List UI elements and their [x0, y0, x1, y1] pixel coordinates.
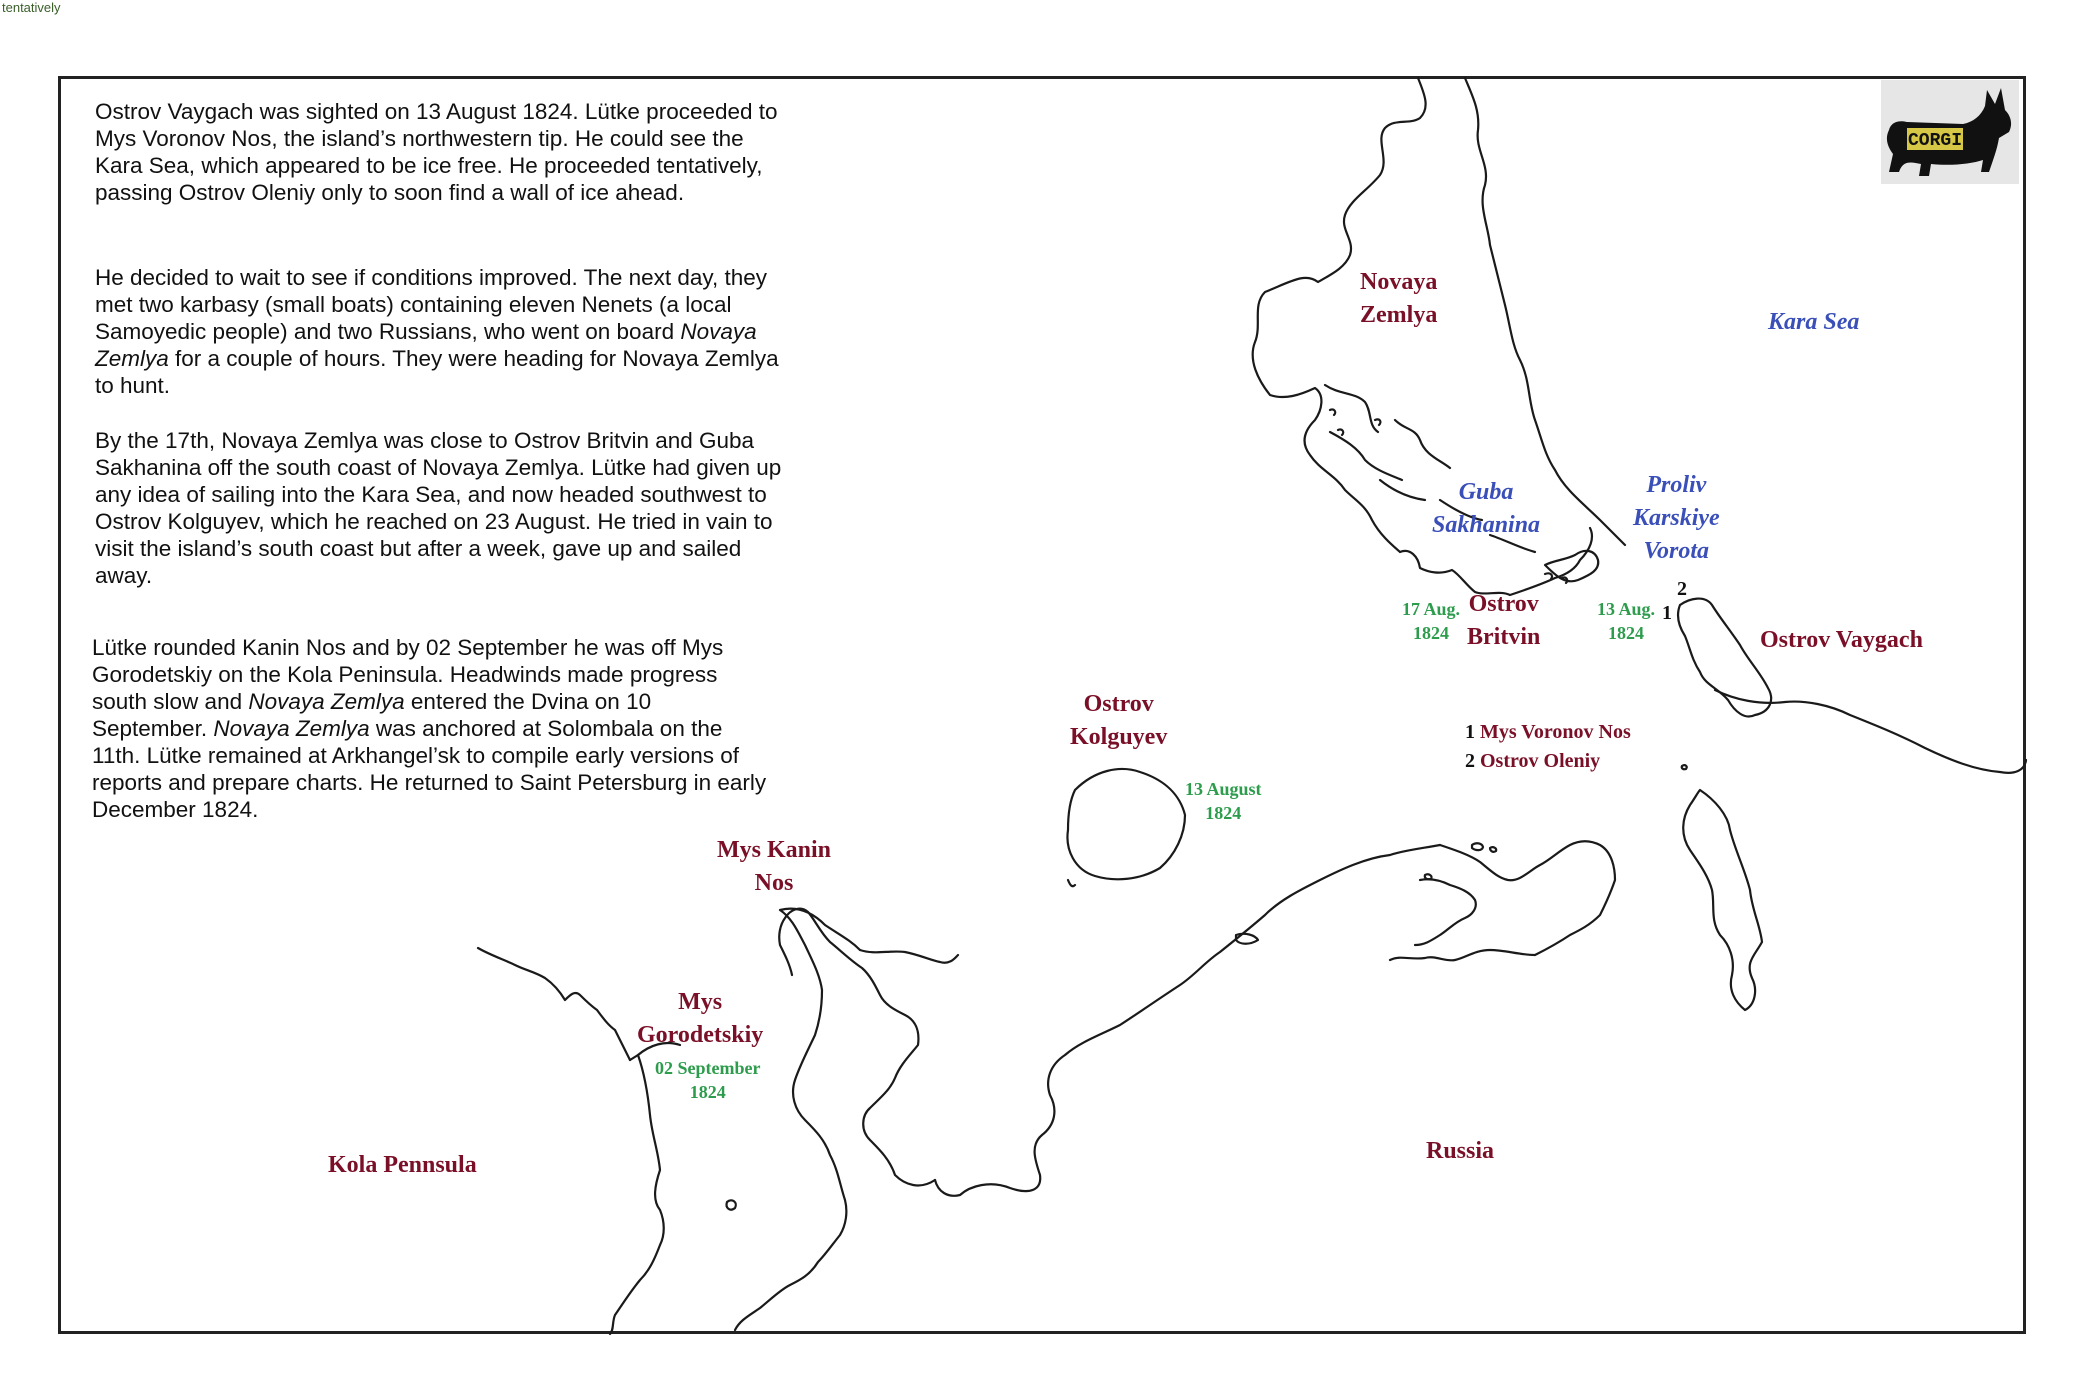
label-novaya-zemlya	[1360, 266, 1437, 332]
mainland-north-coast	[935, 845, 1440, 1196]
narrative-paragraph-3: By the 17th, Novaya Zemlya was close to Ostrov Britvin and Guba Sakhanina off the south coast of Novaya Zemlya. Lütke had given up any idea of sailing into the Kara Sea, and now headed southwest to Ostrov Kolguyev, which he reached on 23 August. He tried in vain to visit the island’s south coast but after a week, gave up and sailed away.	[95, 428, 782, 588]
ship-name: Novaya Zemlya	[95, 319, 757, 371]
kanin-coast	[779, 909, 935, 1186]
map-key	[1465, 718, 1631, 776]
ship-name: Novaya Zemlya	[248, 689, 405, 714]
label-line: Proliv	[1646, 472, 1707, 498]
marker-2: 2	[1677, 578, 1687, 600]
label-line: Mys	[678, 989, 723, 1015]
corgi-dog-icon	[1881, 80, 2019, 184]
small-island-4	[727, 1200, 736, 1209]
narrative-block-1	[95, 98, 795, 206]
yugorsky-coast	[1715, 690, 2026, 773]
date-line: 1824	[1608, 623, 1645, 643]
page-note: tentatively	[2, 0, 61, 15]
narrative-block-2	[95, 264, 795, 399]
label-line: Zemlya	[1360, 302, 1438, 328]
small-island-2	[1490, 847, 1496, 852]
narrative-block-3	[95, 427, 795, 589]
label-guba-sakhanina	[1432, 476, 1540, 542]
date-line: 1824	[1413, 623, 1450, 643]
narrative-paragraph-2	[95, 264, 795, 399]
key-item-2	[1465, 747, 1631, 776]
label-line: Ostrov	[1468, 591, 1539, 617]
label-line: Mys Kanin	[717, 837, 832, 863]
key-item-1	[1465, 718, 1631, 747]
small-island-6	[1682, 765, 1687, 769]
label-ostrov-vaygach: Ostrov Vaygach	[1760, 627, 1923, 653]
khaypudyr-coast	[1683, 790, 1762, 1010]
label-line: Vorota	[1643, 538, 1710, 564]
narrative-text: entered the Dvina on 10 September.	[92, 689, 652, 741]
label-proliv-karskiye-vorota	[1633, 469, 1720, 568]
narrative-block-4	[92, 634, 772, 823]
key-label: Ostrov Oleniy	[1480, 750, 1601, 772]
label-mys-gorodetskiy	[637, 986, 763, 1052]
narrative-text: for a couple of hours. They were heading for Novaya Zemlya to hunt.	[95, 346, 779, 398]
corgi-logo	[1881, 80, 2019, 184]
label-ostrov-britvin	[1467, 588, 1540, 654]
vaygach-coast	[1678, 599, 1771, 717]
label-kara-sea: Kara Sea	[1768, 309, 1860, 335]
label-line: Sakhanina	[1432, 512, 1541, 538]
date-vaygach	[1597, 597, 1655, 645]
narrative-text: Lütke rounded Kanin Nos and by 02 September he was off Mys Gorodetskiy on the Kola Peninsula. Headwinds made progress south slow and	[92, 635, 724, 714]
date-line: 1824	[689, 1082, 726, 1102]
ship-name: Novaya Zemlya	[213, 716, 370, 741]
label-line: Gorodetskiy	[637, 1022, 764, 1048]
date-kolguyev	[1185, 777, 1262, 825]
pechora-delta	[1415, 879, 1476, 945]
kola-coast	[478, 948, 630, 1060]
narrative-text: He decided to wait to see if conditions improved. The next day, they met two karbasy (small boats) containing eleven Nenets (a local Samoyedic people) and two Russians, who went on board	[95, 265, 768, 344]
narrative-paragraph-4	[92, 634, 772, 823]
marker-1: 1	[1662, 602, 1672, 624]
novaya-zemlya-west-coast	[1253, 78, 1592, 595]
kanin-east	[860, 950, 958, 963]
label-line: Ostrov	[1083, 691, 1154, 717]
key-label: Mys Voronov Nos	[1480, 721, 1631, 743]
date-line: 13 August	[1185, 779, 1262, 799]
label-mys-kanin-nos	[717, 834, 831, 900]
label-ostrov-kolguyev	[1070, 688, 1167, 754]
novaya-zemlya-east-coast	[1465, 78, 1625, 545]
date-line: 13 Aug.	[1597, 599, 1656, 619]
date-britvin	[1402, 597, 1460, 645]
date-line: 02 September	[655, 1058, 761, 1078]
key-number: 2	[1465, 750, 1475, 772]
logo-text: CORGI	[1907, 131, 1963, 151]
label-line: Guba	[1458, 479, 1514, 505]
label-line: Karskiye	[1633, 505, 1720, 531]
label-kola-peninsula: Kola Pennsula	[328, 1152, 477, 1178]
narrative-text: was anchored at Solombala on the 11th. Lütke remained at Arkhangel’sk to compile early versions of reports and prepare charts. He returned to Saint Petersburg in early December 1824.	[92, 716, 767, 822]
date-gorodetskiy	[655, 1056, 760, 1104]
label-russia: Russia	[1426, 1138, 1495, 1164]
small-island-1	[1472, 843, 1483, 850]
label-line: Kolguyev	[1070, 724, 1168, 750]
kanin-peninsula	[735, 909, 860, 1330]
key-number: 1	[1465, 721, 1475, 743]
narrative-paragraph-1: Ostrov Vaygach was sighted on 13 August 1824. Lütke proceeded to Mys Voronov Nos, the island’s northwestern tip. He could see the Kara Sea, which appeared to be ice free. He proceeded tentatively, passing Ostrov Oleniy only to soon find a wall of ice ahead.	[95, 99, 778, 205]
small-island-3	[1425, 874, 1432, 879]
date-line: 1824	[1205, 803, 1242, 823]
kolguyev-coast	[1067, 769, 1185, 886]
label-line: Novaya	[1360, 269, 1438, 295]
label-line: Nos	[754, 870, 794, 896]
label-line: Britvin	[1467, 624, 1541, 650]
date-line: 17 Aug.	[1402, 599, 1461, 619]
